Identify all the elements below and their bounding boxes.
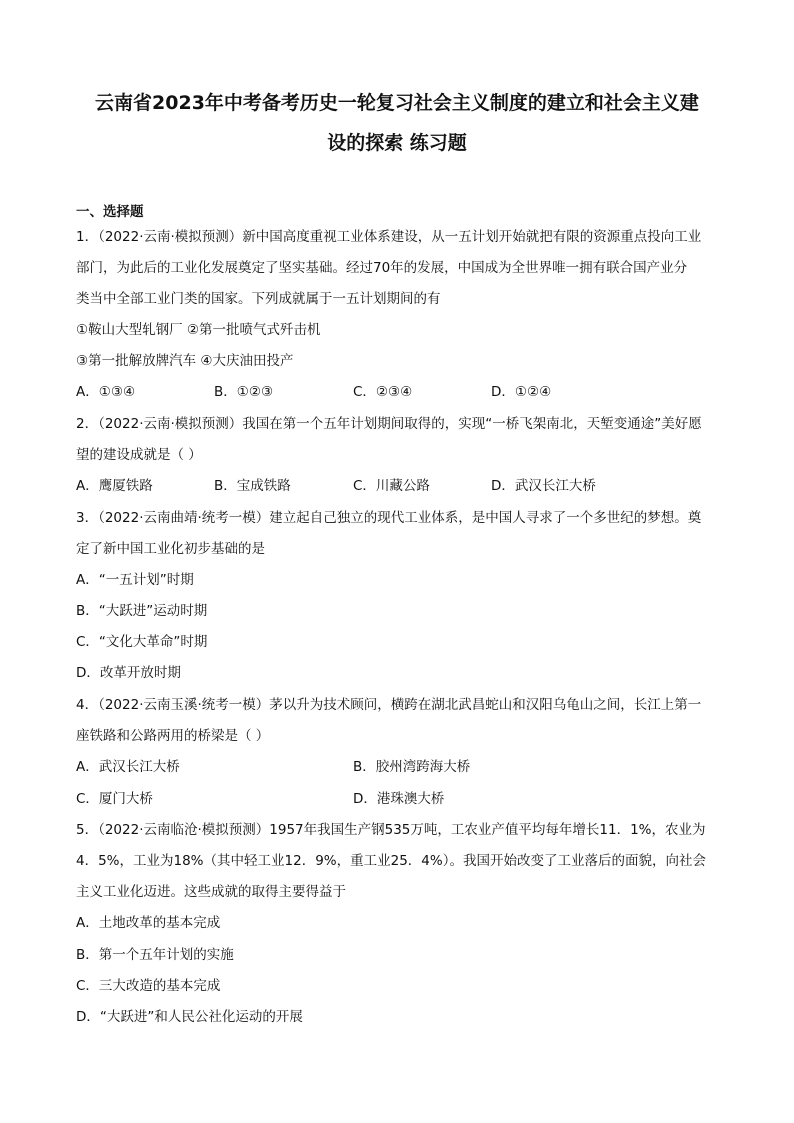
question-1-option-b[interactable]: B．①②③ [214,384,274,400]
document-title-line-1: 云南省2023年中考备考历史一轮复习社会主义制度的建立和社会主义建 [95,92,699,114]
question-1-option-d[interactable]: D．①②④ [491,384,552,400]
question-5-option-d[interactable]: D．“大跃进”和人民公社化运动的开展 [76,1009,303,1025]
question-4-option-b[interactable]: B．胶州湾跨海大桥 [353,759,471,775]
question-3-option-b[interactable]: B．“大跃进”运动时期 [76,603,208,619]
question-4-option-a[interactable]: A．武汉长江大桥 [76,759,180,775]
question-2-text-line-2: 望的建设成就是（ ） [76,447,202,463]
question-5-option-c[interactable]: C．三大改造的基本完成 [76,978,221,994]
question-2-option-b[interactable]: B．宝成铁路 [214,478,291,494]
question-4-option-d[interactable]: D．港珠澳大桥 [353,791,445,807]
question-4-text-line-1: 4．（2022·云南玉溪·统考一模）茅以升为技术顾问，横跨在湖北武昌蛇山和汉阳乌龟山之间，长江上第一 [76,697,702,713]
question-2-option-a[interactable]: A．鹰厦铁路 [76,478,153,494]
question-4-option-c[interactable]: C．厦门大桥 [76,791,153,807]
question-2-option-d[interactable]: D．武汉长江大桥 [491,478,596,494]
question-3-text-line-2: 定了新中国工业化初步基础的是 [76,541,265,557]
question-5-text-line-3: 主义工业化迈进。这些成就的取得主要得益于 [76,884,346,900]
question-1-text-line-3: 类当中全部工业门类的国家。下列成就属于一五计划期间的有 [76,291,441,307]
question-2-text-line-1: 2．（2022·云南·模拟预测）我国在第一个五年计划期间取得的，实现“一桥飞架南北，天堑变通途”美好愿 [76,416,702,432]
question-3-text-line-1: 3．（2022·云南曲靖·统考一模）建立起自己独立的现代工业体系，是中国人寻求了一个多世纪的梦想。奠 [76,510,702,526]
question-3-option-c[interactable]: C．“文化大革命”时期 [76,634,208,650]
question-3-option-a[interactable]: A．“一五计划”时期 [76,572,194,588]
question-1-option-a[interactable]: A．①③④ [76,384,136,400]
question-1-text-line-2: 部门，为此后的工业化发展奠定了坚实基础。经过70年的发展，中国成为全世界唯一拥有联合国产业分 [76,260,688,276]
question-5-option-a[interactable]: A．土地改革的基本完成 [76,915,221,931]
question-1-text-line-4: ①鞍山大型轧钢厂 ②第一批喷气式歼击机 [76,322,321,338]
question-1-text-line-1: 1．（2022·云南·模拟预测）新中国高度重视工业体系建设，从一五计划开始就把有限的资源重点投向工业 [76,229,702,245]
question-3-option-d[interactable]: D．改革开放时期 [76,665,181,681]
question-1-text-line-5: ③第一批解放牌汽车 ④大庆油田投产 [76,353,294,369]
question-4-text-line-2: 座铁路和公路两用的桥梁是（ ） [76,728,270,744]
document-title-line-2: 设的探索 练习题 [327,132,467,154]
question-5-text-line-1: 5．（2022·云南临沧·模拟预测）1957年我国生产钢535万吨，工农业产值平均每年增长11．1%，农业为 [76,822,706,838]
section-heading: 一、选择题 [76,204,144,220]
question-1-option-c[interactable]: C．②③④ [353,384,413,400]
question-5-text-line-2: 4．5%，工业为18%（其中轻工业12．9%，重工业25．4%）。我国开始改变了工业落后的面貌，向社会 [76,853,706,869]
question-5-option-b[interactable]: B．第一个五年计划的实施 [76,947,234,963]
question-2-option-c[interactable]: C．川藏公路 [353,478,430,494]
